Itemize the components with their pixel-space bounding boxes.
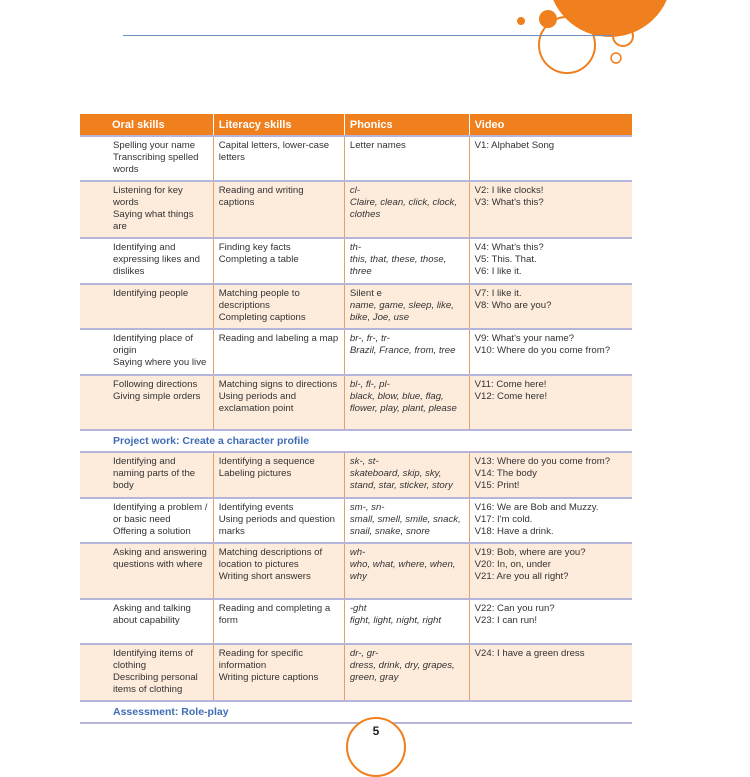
cell-line: V21: Are you all right?	[474, 571, 569, 582]
video-cell	[469, 329, 632, 375]
section-label: Assessment: Role-play	[80, 701, 632, 723]
table-row	[80, 599, 632, 644]
cell-line: Finding key facts	[218, 242, 291, 253]
cell-line: Identifying place of origin	[113, 333, 194, 356]
cell-line: Identifying and expressing likes and dislikes	[113, 242, 200, 277]
cell-line: Matching signs to directions	[218, 379, 338, 390]
cell-line: Using periods and question marks	[218, 514, 336, 537]
phonics-cell	[344, 238, 469, 284]
cell-line: Offering a solution	[113, 526, 191, 537]
oral-skills-cell	[80, 181, 213, 238]
cell-line: V2: I like clocks!	[474, 185, 544, 196]
phonics-pattern: -ght	[349, 603, 367, 614]
literacy-skills-cell	[213, 284, 344, 329]
video-cell	[469, 238, 632, 284]
cell-line: V12: Come here!	[474, 391, 548, 402]
phonics-words: dress, drink, dry, grapes, green, gray	[349, 660, 455, 683]
table-row	[80, 375, 632, 430]
phonics-pattern: sm-, sn-	[349, 502, 385, 513]
oral-skills-cell	[80, 498, 213, 543]
phonics-cell	[344, 136, 469, 181]
oral-skills-cell	[80, 543, 213, 599]
table-row	[80, 238, 632, 284]
cell-line: Following directions	[113, 379, 198, 390]
cell-line: Completing a table	[218, 254, 299, 265]
oral-skills-cell	[80, 599, 213, 644]
cell-line: Matching people to descriptions	[218, 288, 300, 311]
table-row	[80, 644, 632, 701]
phonics-words: Claire, clean, click, clock, clothes	[349, 197, 458, 220]
cell-line: V11: Come here!	[474, 379, 547, 390]
cell-line: Writing short answers	[218, 571, 311, 582]
cell-line: V22: Can you run?	[474, 603, 555, 614]
phonics-cell	[344, 329, 469, 375]
cell-line: Saying where you live	[113, 357, 207, 368]
literacy-skills-cell	[213, 599, 344, 644]
phonics-pattern: cl-	[349, 185, 360, 196]
header-oral-skills: Oral skills	[80, 114, 213, 136]
cell-line: V24: I have a green dress	[474, 648, 585, 659]
cell-line: V1: Alphabet Song	[474, 140, 555, 151]
cell-line: Listening for key words	[113, 185, 183, 208]
oral-skills-cell	[80, 375, 213, 430]
cell-line: Identifying and naming parts of the body	[113, 456, 196, 491]
literacy-skills-cell	[213, 452, 344, 498]
syllabus-table	[80, 114, 632, 724]
cell-line: V23: I can run!	[474, 615, 538, 626]
oral-skills-cell	[80, 136, 213, 181]
small-orange-circle	[517, 17, 525, 25]
video-cell	[469, 181, 632, 238]
cell-line: V20: In, on, under	[474, 559, 551, 570]
oral-skills-cell	[80, 284, 213, 329]
literacy-skills-cell	[213, 644, 344, 701]
literacy-skills-cell	[213, 181, 344, 238]
video-cell	[469, 452, 632, 498]
video-cell	[469, 136, 632, 181]
oral-skills-cell	[80, 452, 213, 498]
oral-skills-cell	[80, 238, 213, 284]
header-video: Video	[469, 114, 632, 136]
table-row	[80, 329, 632, 375]
cell-line: Spelling your name	[113, 140, 196, 151]
cell-line: V4: What's this?	[474, 242, 544, 253]
video-cell	[469, 543, 632, 599]
cell-line: V16: We are Bob and Muzzy.	[474, 502, 599, 513]
cell-line: V10: Where do you come from?	[474, 345, 611, 356]
cell-line: Using periods and exclamation point	[218, 391, 297, 414]
video-cell	[469, 284, 632, 329]
cell-line: V19: Bob, where are you?	[474, 547, 586, 558]
cell-line: Reading and labeling a map	[218, 333, 339, 344]
oral-skills-cell	[80, 644, 213, 701]
phonics-words: name, game, sleep, like, bike, Joe, use	[349, 300, 454, 323]
table-row	[80, 284, 632, 329]
video-cell	[469, 498, 632, 543]
cell-line: V15: Print!	[474, 480, 520, 491]
phonics-words: Brazil, France, from, tree	[349, 345, 456, 356]
phonics-cell	[344, 543, 469, 599]
table-header-row	[80, 114, 632, 136]
video-cell	[469, 375, 632, 430]
assessment-row	[80, 701, 632, 723]
phonics-pattern: bl-, fl-, pl-	[349, 379, 390, 390]
cell-line: V7: I like it.	[474, 288, 522, 299]
phonics-cell	[344, 498, 469, 543]
header-phonics: Phonics	[344, 114, 469, 136]
medium-orange-circle	[539, 10, 557, 28]
cell-line: Reading and completing a form	[218, 603, 331, 626]
project-work-row	[80, 430, 632, 452]
cell-line: Identifying a sequence	[218, 456, 315, 467]
cell-line: V18: Have a drink.	[474, 526, 554, 537]
cell-line: Saying what things are	[113, 209, 194, 232]
phonics-words: skateboard, skip, sky, stand, star, sticker, story	[349, 468, 453, 491]
cell-line: V6: I like it.	[474, 266, 522, 277]
phonics-words: black, blow, blue, flag, flower, play, plant, please	[349, 391, 457, 414]
large-orange-circle	[548, 0, 672, 37]
phonics-words: who, what, where, when, why	[349, 559, 456, 582]
cell-line: Describing personal items of clothing	[113, 672, 198, 695]
cell-line: Identifying events	[218, 502, 294, 513]
cell-line: Reading for specific information	[218, 648, 303, 671]
table-row	[80, 543, 632, 599]
cell-line: V5: This. That.	[474, 254, 537, 265]
phonics-words: fight, light, night, right	[349, 615, 442, 626]
cell-line: Matching descriptions of location to pictures	[218, 547, 323, 570]
phonics-pattern: br-, fr-, tr-	[349, 333, 390, 344]
phonics-pattern: dr-, gr-	[349, 648, 379, 659]
video-cell	[469, 599, 632, 644]
literacy-skills-cell	[213, 375, 344, 430]
literacy-skills-cell	[213, 498, 344, 543]
oral-skills-cell	[80, 329, 213, 375]
cell-line: Completing captions	[218, 312, 306, 323]
table-row	[80, 136, 632, 181]
cell-line: Writing picture captions	[218, 672, 319, 683]
page-number: 5	[372, 724, 380, 738]
phonics-cell	[344, 644, 469, 701]
phonics-pattern: Silent e	[349, 288, 382, 299]
phonics-words: this, that, these, those, three	[349, 254, 447, 277]
cell-line: Asking and talking about capability	[113, 603, 191, 626]
cell-line: Reading and writing captions	[218, 185, 304, 208]
literacy-skills-cell	[213, 238, 344, 284]
header-literacy-skills: Literacy skills	[213, 114, 344, 136]
phonics-cell	[344, 599, 469, 644]
cell-line: V13: Where do you come from?	[474, 456, 611, 467]
cell-line: Identifying a problem / or basic need	[113, 502, 208, 525]
phonics-cell	[344, 452, 469, 498]
cell-line: V17: I'm cold.	[474, 514, 533, 525]
table-row	[80, 181, 632, 238]
outline-circle	[539, 17, 595, 73]
phonics-words: small, smell, smile, snack, snail, snake, snore	[349, 514, 461, 537]
header-rule	[123, 35, 613, 36]
phonics-pattern: wh-	[349, 547, 366, 558]
cell-line: Labeling pictures	[218, 468, 292, 479]
cell-line: V8: Who are you?	[474, 300, 552, 311]
cell-line: Asking and answering questions with where	[113, 547, 207, 570]
literacy-skills-cell	[213, 329, 344, 375]
section-label: Project work: Create a character profile	[80, 430, 632, 452]
literacy-skills-cell	[213, 543, 344, 599]
cell-line: V9: What's your name?	[474, 333, 575, 344]
video-cell	[469, 644, 632, 701]
phonics-pattern: Letter names	[349, 140, 406, 151]
table-row	[80, 452, 632, 498]
tiny-outline-circle	[611, 53, 621, 63]
cell-line: Transcribing spelled words	[113, 152, 199, 175]
phonics-cell	[344, 181, 469, 238]
phonics-cell	[344, 284, 469, 329]
cell-line: Capital letters, lower-case letters	[218, 140, 330, 163]
cell-line: V3: What's this?	[474, 197, 544, 208]
cell-line: Giving simple orders	[113, 391, 201, 402]
cell-line: V14: The body	[474, 468, 537, 479]
cell-line: Identifying people	[113, 288, 189, 299]
cell-line: Identifying items of clothing	[113, 648, 193, 671]
phonics-cell	[344, 375, 469, 430]
small-outline-circle	[613, 26, 633, 46]
phonics-pattern: sk-, st-	[349, 456, 379, 467]
literacy-skills-cell	[213, 136, 344, 181]
table-row	[80, 498, 632, 543]
phonics-pattern: th-	[349, 242, 362, 253]
